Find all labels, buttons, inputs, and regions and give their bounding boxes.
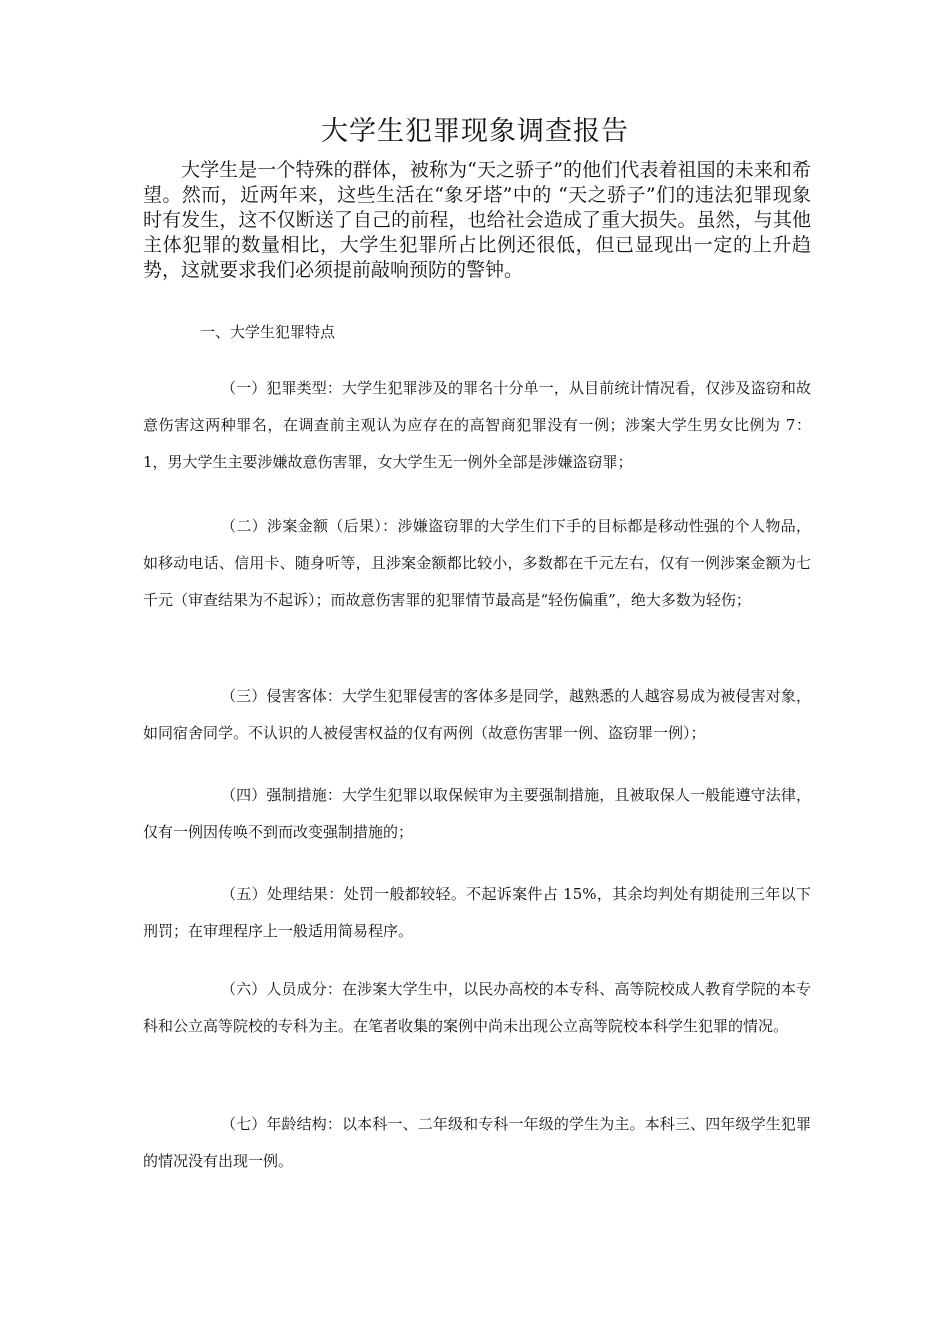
list-item: （六）人员成分：在涉案大学生中，以民办高校的本专科、高等院校成人教育学院的本专科和公立高等院校的专科为主。在笔者收集的案例中尚未出现公立高等院校本科学生犯罪的情况。	[143, 980, 811, 1035]
section-heading: 一、大学生犯罪特点	[200, 323, 336, 341]
intro-paragraph: 大学生是一个特殊的群体，被称为“天之骄子”的他们代表着祖国的未来和希望。然而，近两年来，这些生活在“象牙塔”中的 “天之骄子”们的违法犯罪现象时有发生，这不仅断送了自己的前程，也给社会造成了重大损失。虽然，与其他主体犯罪的数量相比，大学生犯罪所占比例还很低，但已显现出一定的上升趋势，这就要求我们必须提前敲响预防的警钟。	[143, 159, 811, 281]
list-item: （三）侵害客体：大学生犯罪侵害的客体多是同学，越熟悉的人越容易成为被侵害对象，如同宿舍同学。不认识的人被侵害权益的仅有两例（故意伤害罪一例、盗窃罪一例）；	[143, 687, 811, 742]
document-title: 大学生犯罪现象调查报告	[321, 116, 629, 147]
list-item: （七）年龄结构：以本科一、二年级和专科一年级的学生为主。本科三、四年级学生犯罪的情况没有出现一例。	[143, 1115, 811, 1170]
list-item: （五）处理结果：处罚一般都较轻。不起诉案件占 15%，其余均判处有期徒刑三年以下刑罚；在审理程序上一般适用简易程序。	[143, 885, 811, 940]
list-item: （二）涉案金额（后果）：涉嫌盗窃罪的大学生们下手的目标都是移动性强的个人物品，如移动电话、信用卡、随身听等，且涉案金额都比较小，多数都在千元左右，仅有一例涉案金额为七千元（审查结果为不起诉）；而故意伤害罪的犯罪情节最高是“轻伤偏重”，绝大多数为轻伤；	[143, 517, 811, 609]
list-item: （一）犯罪类型：大学生犯罪涉及的罪名十分单一，从目前统计情况看，仅涉及盗窃和故意伤害这两种罪名，在调查前主观认为应存在的高智商犯罪没有一例；涉案大学生男女比例为 7：1，男大学生主要涉嫌故意伤害罪，女大学生无一例外全部是涉嫌盗窃罪；	[143, 379, 811, 471]
list-item: （四）强制措施：大学生犯罪以取保候审为主要强制措施，且被取保人一般能遵守法律，仅有一例因传唤不到而改变强制措施的；	[143, 786, 811, 841]
